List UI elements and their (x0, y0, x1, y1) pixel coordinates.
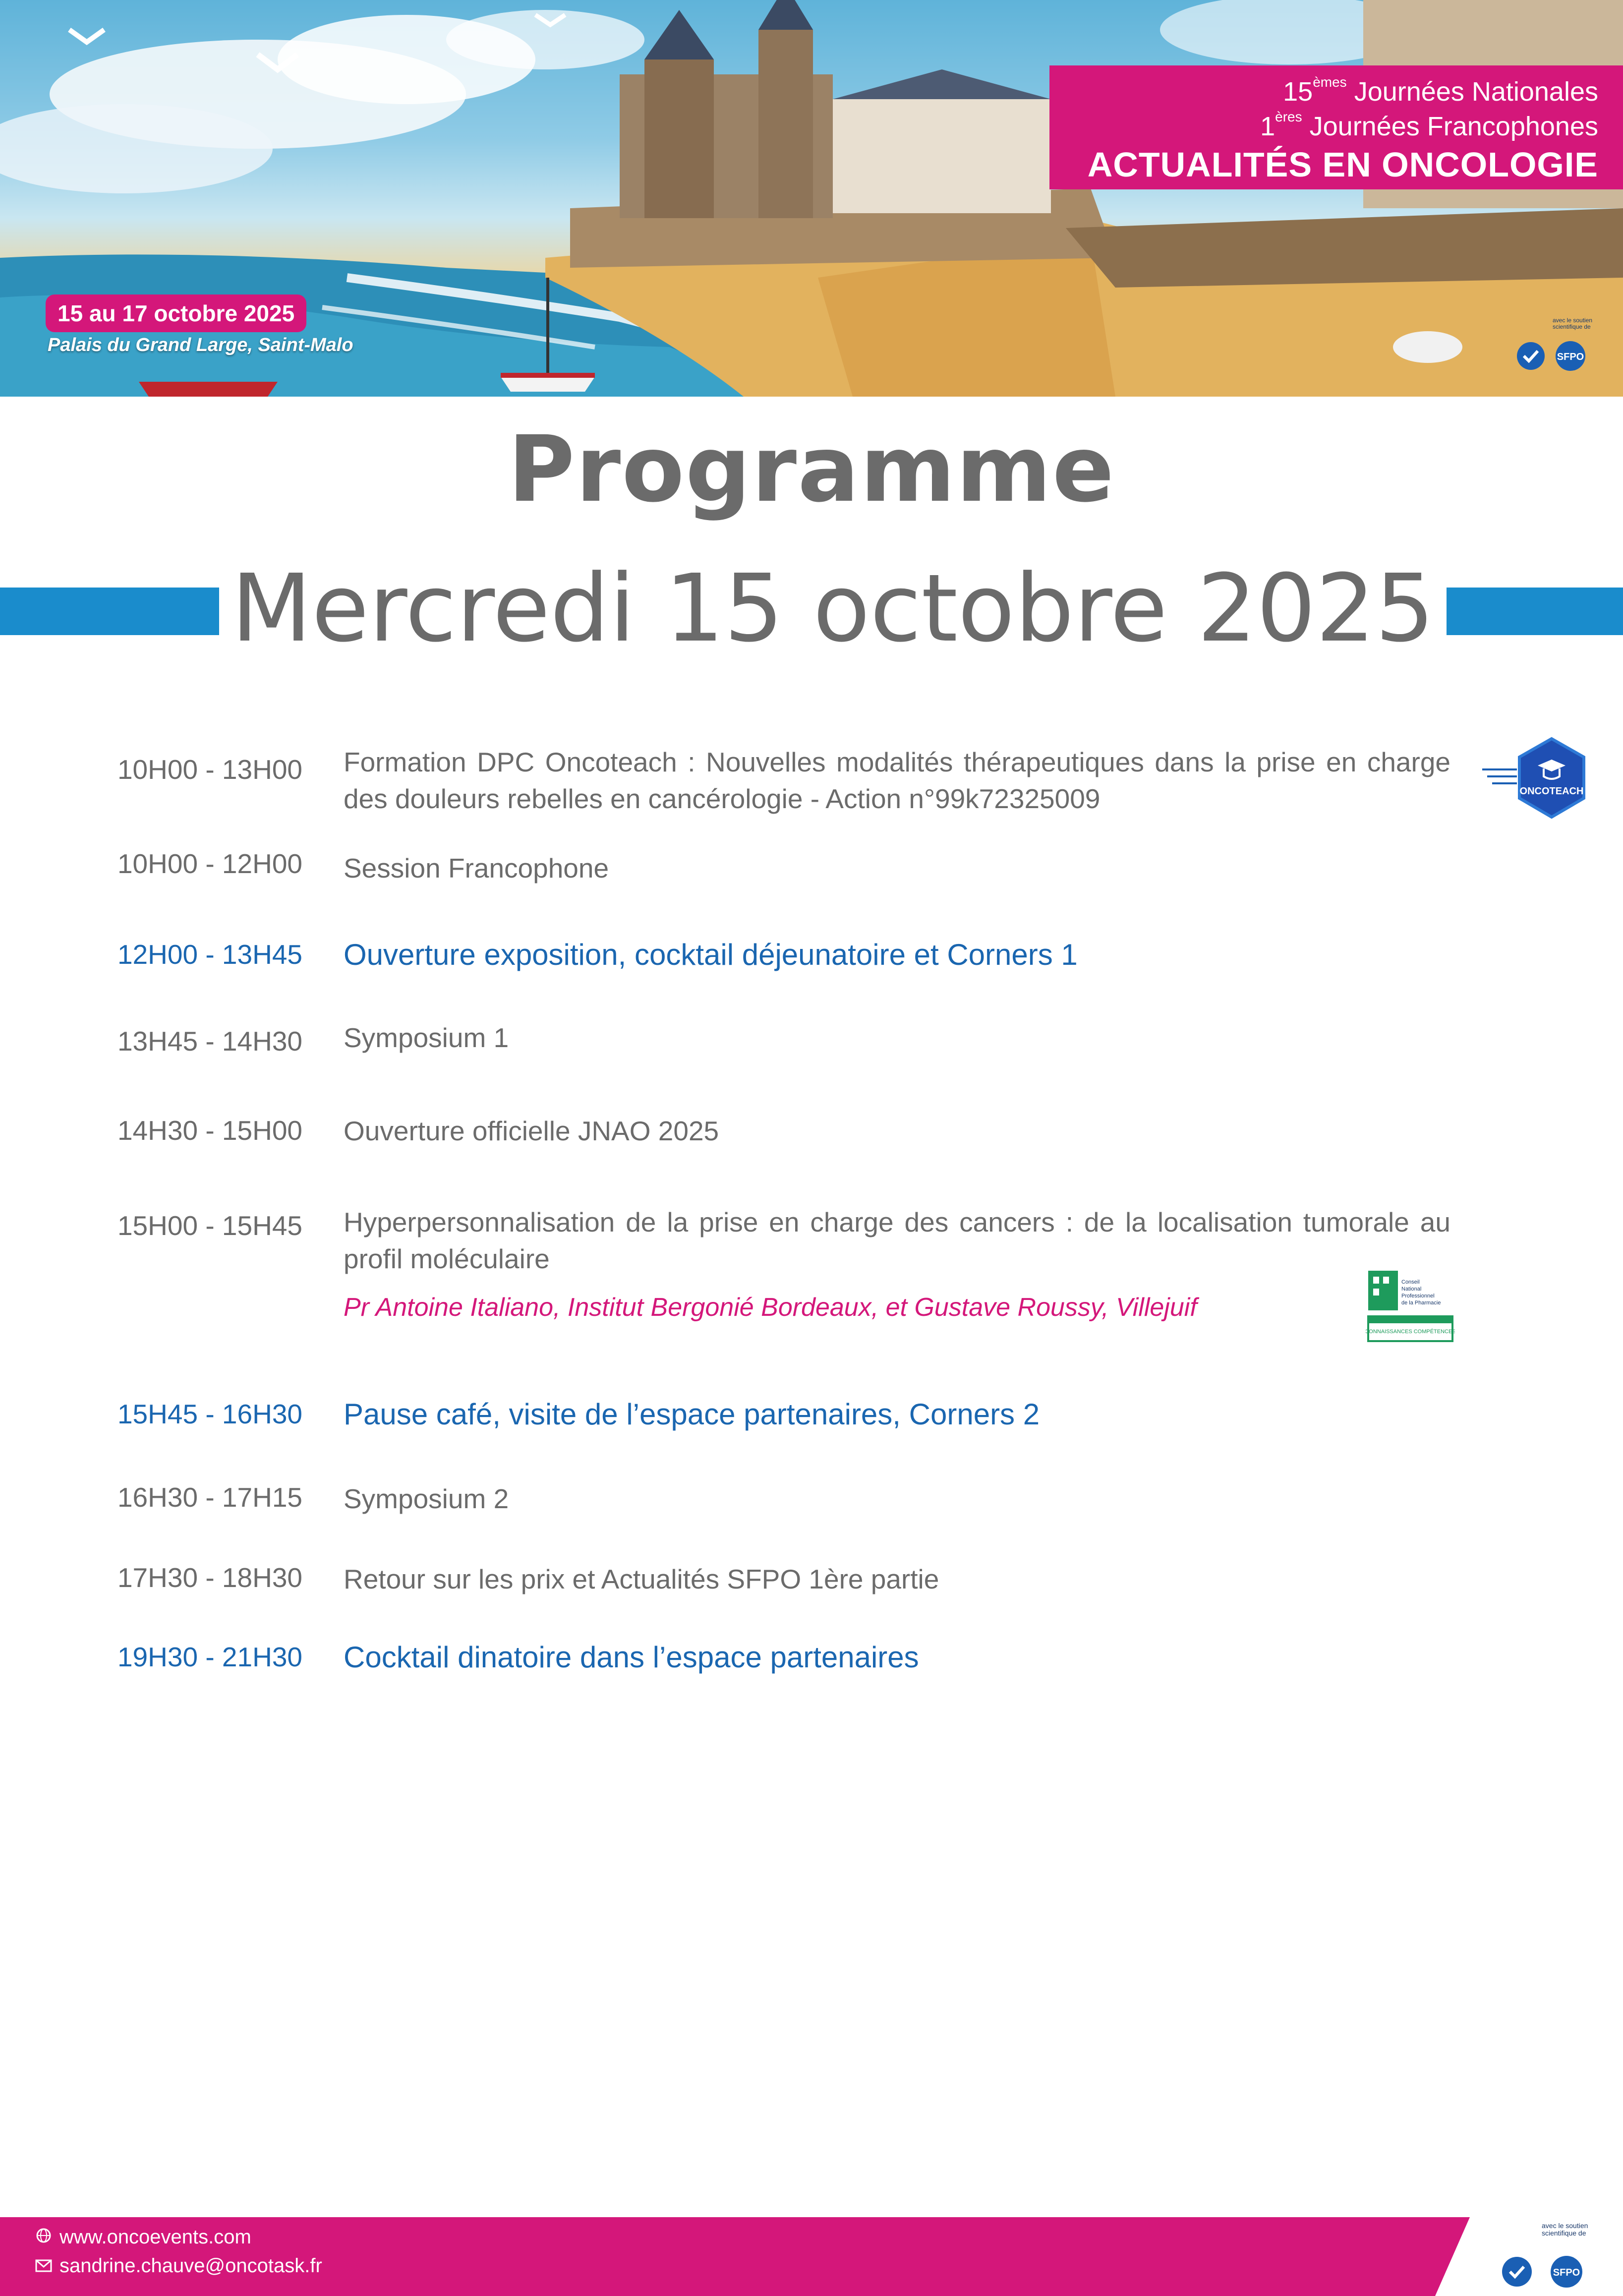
hero-support-text: avec le soutien scientifique de (1553, 317, 1593, 330)
envelope-icon (34, 2255, 54, 2277)
cnp-pharmacie-logo (1366, 1267, 1455, 1346)
hero-support-logos (1512, 317, 1601, 377)
day-heading: Mercredi 15 octobre 2025 (231, 554, 1435, 663)
program-text: Symposium 2 (344, 1483, 509, 1514)
program-text: Symposium 1 (344, 1022, 509, 1053)
svg-text:Conseil: Conseil (1401, 1279, 1420, 1285)
program-time: 15H45 - 16H30 (117, 1399, 302, 1429)
program-text: Retour sur les prix et Actualités SFPO 1ère partie (344, 1564, 939, 1594)
program-text: Ouverture exposition, cocktail déjeunatoire et Corners 1 (344, 938, 1078, 971)
footer-support-text: avec le soutien scientifique de (1542, 2222, 1588, 2237)
check-logo-icon (1502, 2257, 1532, 2287)
badge-line-national: 15èmes Journées Nationales (1283, 74, 1598, 107)
email-link[interactable]: sandrine.chauve@oncotask.fr (59, 2255, 322, 2277)
program-text: Pause café, visite de l’espace partenaires, Corners 2 (344, 1398, 1040, 1431)
date-bar-left (0, 588, 219, 635)
hero-banner (0, 0, 1623, 397)
program-time: 17H30 - 18H30 (117, 1562, 302, 1593)
program-text: Ouverture officielle JNAO 2025 (344, 1116, 719, 1146)
program-text: Session Francophone (344, 853, 609, 883)
program-text-body: Hyperpersonnalisation de la prise en charge des cancers : de la localisation tumorale au profil moléculaire (344, 1207, 1450, 1274)
program-text: Formation DPC Oncoteach : Nouvelles modalités thérapeutiques dans la prise en charge des douleurs rebelles en cancérologie - Action n°99k72325009 (344, 747, 1450, 814)
svg-text:SFPO: SFPO (1553, 2267, 1580, 2278)
program-time: 12H00 - 13H45 (117, 939, 302, 970)
website-link[interactable]: www.oncoevents.com (59, 2226, 251, 2248)
svg-text:National: National (1401, 1286, 1422, 1292)
svg-text:SFPO: SFPO (1557, 352, 1584, 362)
date-bar-right (1447, 588, 1623, 635)
check-logo-icon (1517, 342, 1545, 370)
footer-website[interactable] (34, 2226, 251, 2248)
program-time: 16H30 - 17H15 (117, 1482, 302, 1513)
program-time: 10H00 - 13H00 (117, 754, 302, 785)
page-title: Programme (508, 416, 1115, 523)
event-badge (1049, 65, 1623, 189)
footer-email[interactable] (34, 2255, 322, 2277)
svg-text:Professionnel: Professionnel (1401, 1293, 1435, 1299)
footer-support-logos (1497, 2222, 1591, 2292)
program-text: Cocktail dinatoire dans l’espace partenaires (344, 1641, 919, 1674)
event-dates: 15 au 17 octobre 2025 (46, 294, 306, 332)
program-time: 19H30 - 21H30 (117, 1642, 302, 1672)
svg-text:ONCOTEACH: ONCOTEACH (1519, 786, 1584, 797)
svg-text:CONNAISSANCES COMPÉTENCES: CONNAISSANCES COMPÉTENCES (1366, 1329, 1455, 1335)
svg-text:de la Pharmacie: de la Pharmacie (1401, 1300, 1441, 1306)
globe-icon (34, 2226, 54, 2248)
badge-line-francophone: 1ères Journées Francophones (1260, 109, 1598, 141)
badge-line-event-name: ACTUALITÉS EN ONCOLOGIE (1087, 145, 1598, 184)
program-time: 13H45 - 14H30 (117, 1026, 302, 1057)
program-time: 15H00 - 15H45 (117, 1210, 302, 1241)
program-time: 14H30 - 15H00 (117, 1115, 302, 1146)
program-time: 10H00 - 12H00 (117, 848, 302, 879)
program-text (344, 1204, 1450, 1326)
speaker-name: Pr Antoine Italiano, Institut Bergonié Bordeaux, et Gustave Roussy, Villejuif (344, 1293, 1197, 1322)
oncoteach-logo (1482, 735, 1591, 822)
event-venue: Palais du Grand Large, Saint-Malo (48, 335, 353, 355)
